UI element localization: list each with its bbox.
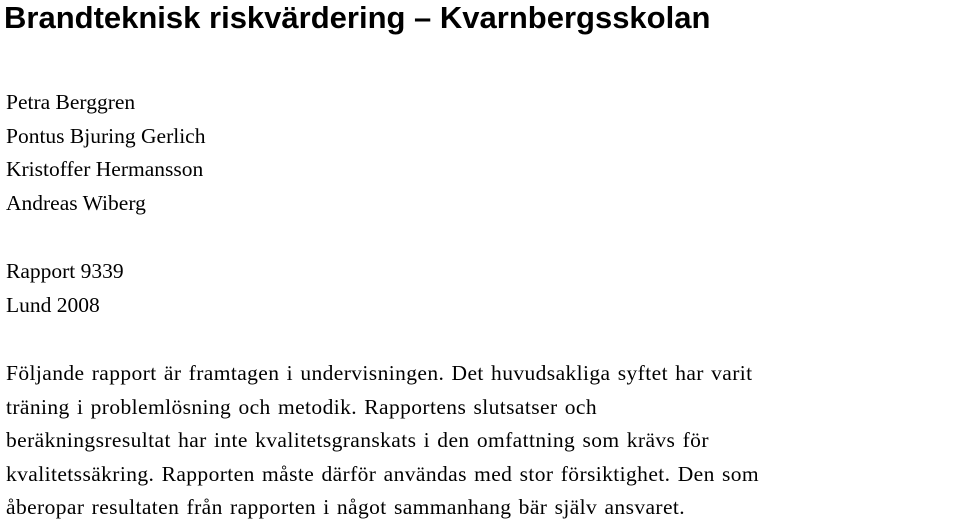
author-list (6, 86, 205, 220)
disclaimer-line: träning i problemlösning och metodik. Rapportens slutsatser och (6, 394, 598, 419)
report-number: Rapport 9339 (6, 259, 124, 283)
disclaimer-line: beräkningsresultat har inte kvalitetsgranskats i den omfattning som krävs för (6, 428, 709, 452)
author-name: Petra Berggren (6, 90, 136, 114)
disclaimer-line: kvalitetssäkring. Rapporten måste därför användas med stor försiktighet. Den som (6, 461, 760, 486)
report-meta (6, 255, 124, 322)
disclaimer-line: Följande rapport är framtagen i undervisningen. Det huvudsakliga syftet har varit (6, 361, 753, 385)
disclaimer-paragraph (6, 357, 958, 525)
author-name: Pontus Bjuring Gerlich (6, 123, 206, 148)
author-name: Andreas Wiberg (6, 190, 146, 215)
author-name: Kristoffer Hermansson (6, 157, 204, 181)
disclaimer-line: åberopar resultaten från rapporten i något sammanhang bär själv ansvaret. (6, 495, 686, 519)
place-year: Lund 2008 (6, 292, 100, 317)
document-title: Brandteknisk riskvärdering – Kvarnbergsskolan (4, 0, 711, 35)
